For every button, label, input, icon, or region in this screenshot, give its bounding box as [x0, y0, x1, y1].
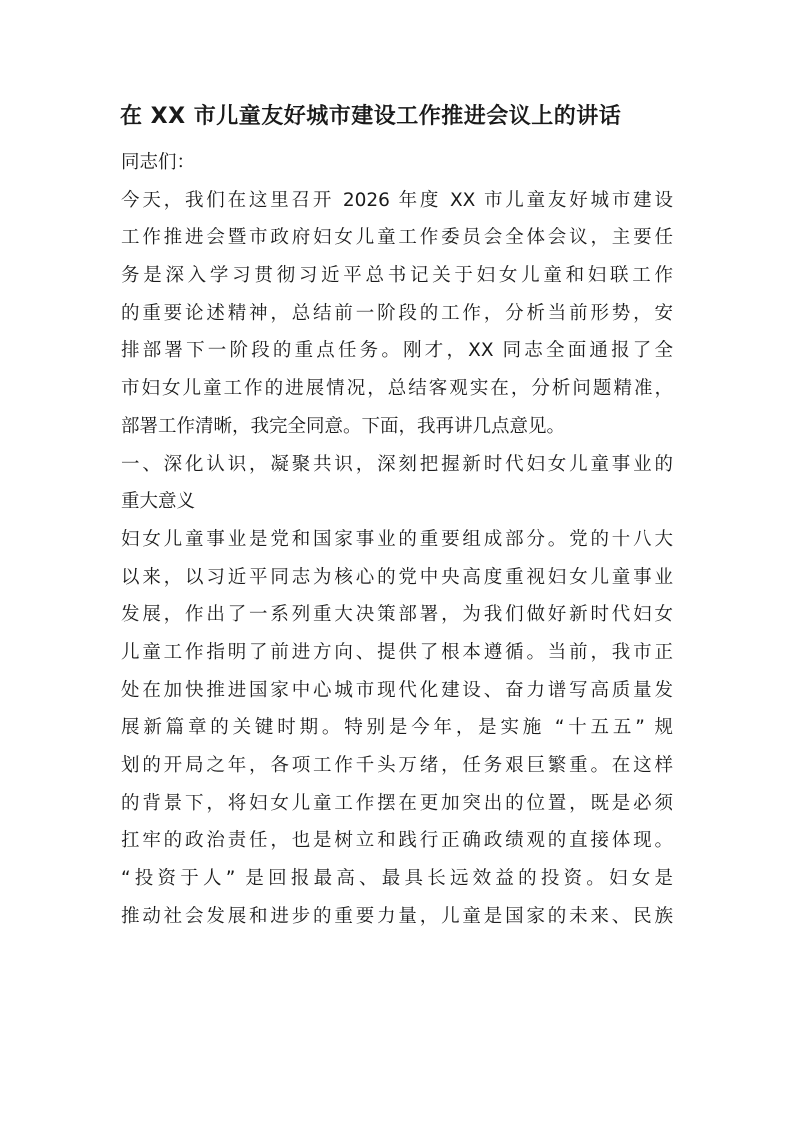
salutation-line: 同志们： [121, 152, 196, 173]
section-heading-line: 一、深化认识，凝聚共识，深刻把握新时代妇女儿童事业的 [121, 453, 673, 475]
paragraph-line: 务是深入学习贯彻习近平总书记关于妇女儿童和妇联工作 [121, 265, 673, 287]
paragraph-line: 工作推进会暨市政府妇女儿童工作委员会全体会议，主要任 [121, 227, 673, 249]
paragraph-line: 今天，我们在这里召开 2026 年度 XX 市儿童友好城市建设 [121, 189, 673, 211]
paragraph-line: 划的开局之年，各项工作千头万绪，任务艰巨繁重。在这样 [121, 755, 673, 776]
paragraph-line: 部署工作清晰，我完全同意。下面，我再讲几点意见。 [121, 415, 566, 437]
paragraph-line: 发展，作出了一系列重大决策部署，为我们做好新时代妇女 [121, 604, 673, 626]
paragraph-line: 儿童工作指明了前进方向、提供了根本遵循。当前，我市正 [121, 641, 673, 663]
paragraph-line: “投资于人” 是回报最高、最具长远效益的投资。妇女是 [121, 868, 673, 890]
paragraph-line: 展新篇章的关键时期。特别是今年，是实施 “十五五” 规 [121, 717, 673, 739]
document-title: 在 XX 市儿童友好城市建设工作推进会议上的讲话 [120, 104, 622, 129]
paragraph-line: 扛牢的政治责任，也是树立和践行正确政绩观的直接体现。 [121, 830, 673, 852]
section-heading-line: 重大意义 [121, 491, 196, 513]
paragraph-line: 处在加快推进国家中心城市现代化建设、奋力谱写高质量发 [121, 679, 673, 701]
paragraph-line: 妇女儿童事业是党和国家事业的重要组成部分。党的十八大 [121, 528, 673, 550]
paragraph-line: 的背景下，将妇女儿童工作摆在更加突出的位置，既是必须 [121, 792, 673, 814]
paragraph-line: 排部署下一阶段的重点任务。刚才，XX 同志全面通报了全 [121, 340, 673, 362]
paragraph-line: 市妇女儿童工作的进展情况，总结客观实在，分析问题精准， [121, 378, 673, 400]
paragraph-line: 的重要论述精神，总结前一阶段的工作，分析当前形势，安 [121, 302, 673, 324]
paragraph-line: 以来，以习近平同志为核心的党中央高度重视妇女儿童事业 [121, 566, 673, 588]
paragraph-line: 推动社会发展和进步的重要力量，儿童是国家的未来、民族 [121, 905, 673, 927]
document-body [121, 144, 673, 935]
